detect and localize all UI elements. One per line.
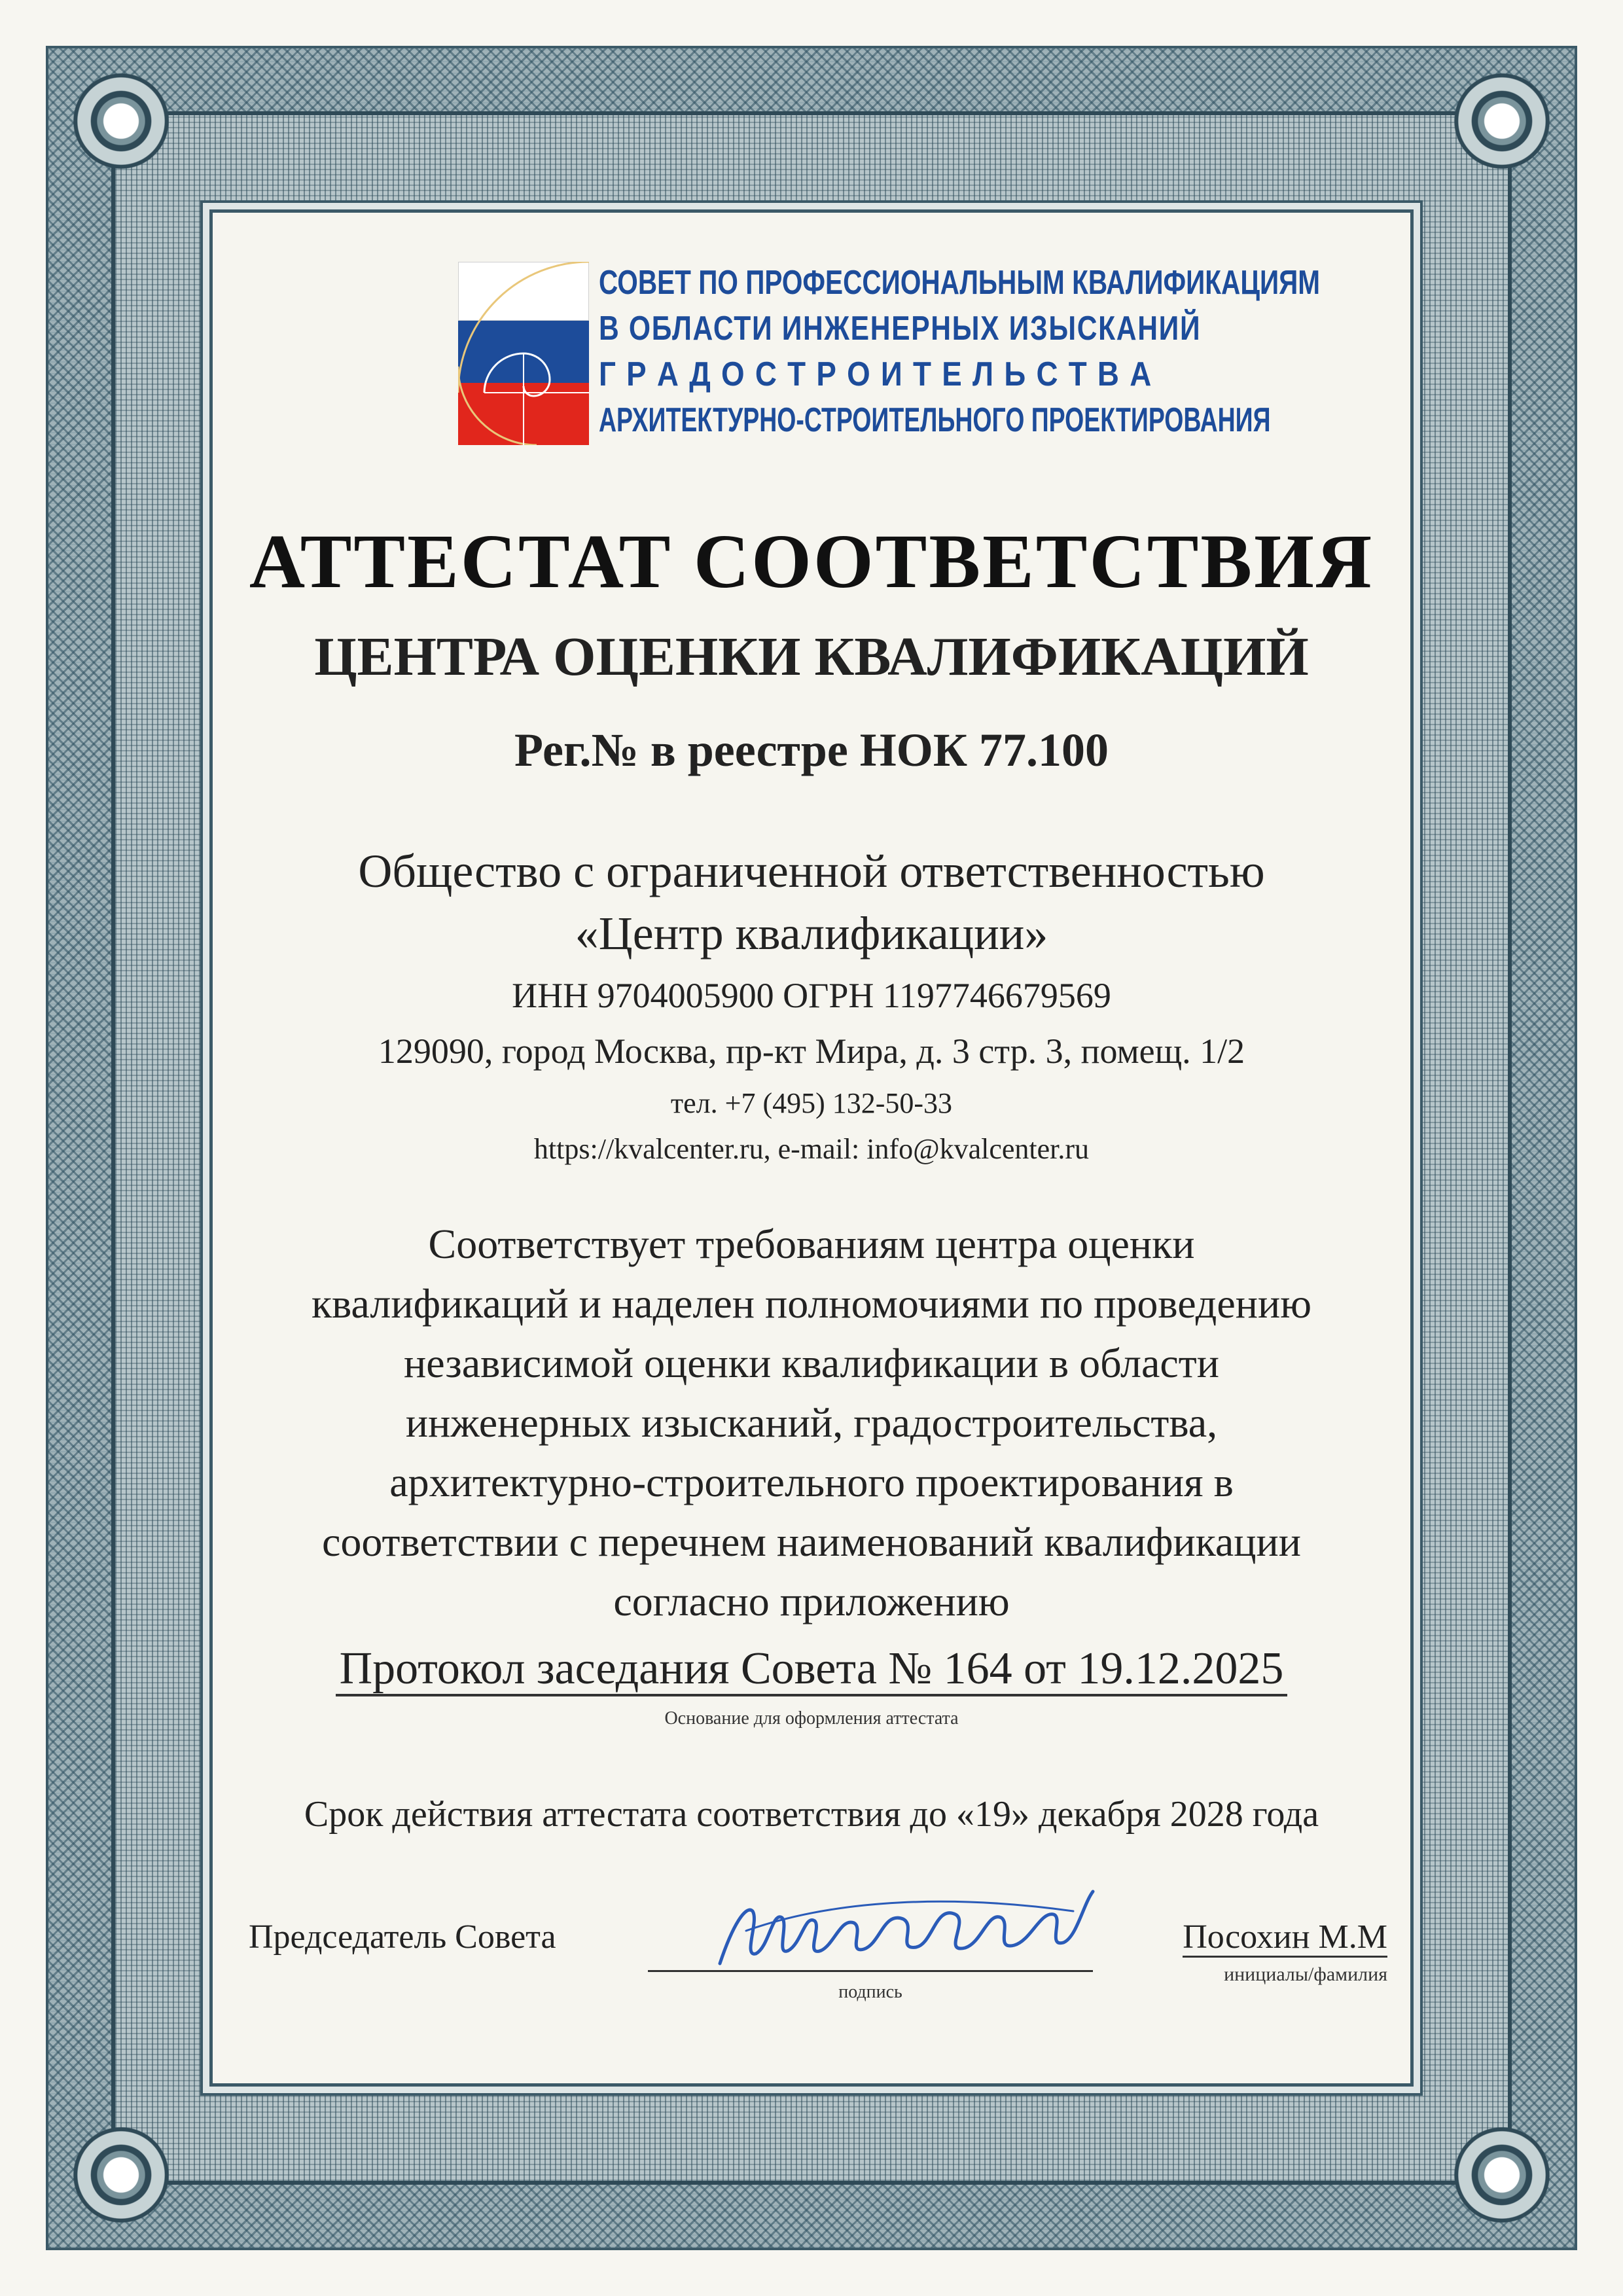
- organization-phone: тел. +7 (495) 132-50-33: [670, 1087, 953, 1119]
- logo-line-3: Г Р А Д О С Т Р О И Т Е Л Ь С Т В А: [599, 355, 1153, 393]
- statement-line: Соответствует требованиям центра оценки: [428, 1221, 1195, 1267]
- chairman-name-text: Посохин М.М: [1183, 1918, 1387, 1958]
- statement-line: соответствии с перечнем наименований квалификации: [321, 1518, 1302, 1565]
- corner-ornament-bottom-right: [1446, 2119, 1558, 2231]
- protocol-caption: Основание для оформления аттестата: [664, 1708, 959, 1729]
- logo-line-2: В ОБЛАСТИ ИНЖЕНЕРНЫХ ИЗЫСКАНИЙ: [599, 310, 1202, 348]
- organization-form: Общество с ограниченной ответственностью: [358, 845, 1265, 897]
- signature-caption: подпись: [838, 1982, 902, 2002]
- protocol-reference: [209, 1643, 1414, 1695]
- signature-line: [648, 1970, 1093, 1972]
- organization-address: 129090, город Москва, пр-кт Мира, д. 3 стр. 3, помещ. 1/2: [378, 1031, 1245, 1071]
- organization-contacts: https://kvalcenter.ru, e-mail: info@kvalcenter.ru: [533, 1133, 1090, 1165]
- corner-ornament-bottom-left: [65, 2119, 177, 2231]
- certificate-subtitle: ЦЕНТРА ОЦЕНКИ КВАЛИФИКАЦИЙ: [314, 626, 1309, 687]
- chairman-label: Председатель Совета: [249, 1918, 556, 1956]
- logo-line-1: СОВЕТ ПО ПРОФЕССИОНАЛЬНЫМ КВАЛИФИКАЦИЯМ: [599, 264, 1321, 302]
- council-logo: [458, 255, 1321, 452]
- chairman-name: [1113, 1918, 1387, 1956]
- validity-period: Срок действия аттестата соответствия до «19» декабря 2028 года: [304, 1794, 1319, 1835]
- handwritten-signature-icon: [707, 1885, 1099, 1977]
- statement-line: независимой оценки квалификации в области: [403, 1340, 1220, 1386]
- statement-line: инженерных изысканий, градостроительства,: [405, 1399, 1218, 1446]
- protocol-text: Протокол заседания Совета № 164 от 19.12.2025: [336, 1643, 1288, 1696]
- flag-spiral-logo-icon: [458, 262, 589, 445]
- certificate-title: АТТЕСТАТ СООТВЕТСТВИЯ: [249, 518, 1374, 604]
- corner-ornament-top-right: [1446, 65, 1558, 177]
- name-caption: инициалы/фамилия: [1224, 1964, 1387, 1985]
- corner-ornament-top-left: [65, 65, 177, 177]
- statement-line: архитектурно-строительного проектирования в: [389, 1459, 1234, 1505]
- organization-name: «Центр квалификации»: [575, 907, 1048, 960]
- statement-line: квалификаций и наделен полномочиями по проведению: [311, 1280, 1312, 1327]
- organization-ids: ИНН 9704005900 ОГРН 1197746679569: [512, 976, 1111, 1015]
- logo-line-4: АРХИТЕКТУРНО-СТРОИТЕЛЬНОГО ПРОЕКТИРОВАНИЯ: [599, 401, 1271, 439]
- compliance-statement: [209, 1214, 1414, 1631]
- statement-line: согласно приложению: [613, 1578, 1010, 1624]
- registry-number: Рег.№ в реестре НОК 77.100: [514, 724, 1109, 776]
